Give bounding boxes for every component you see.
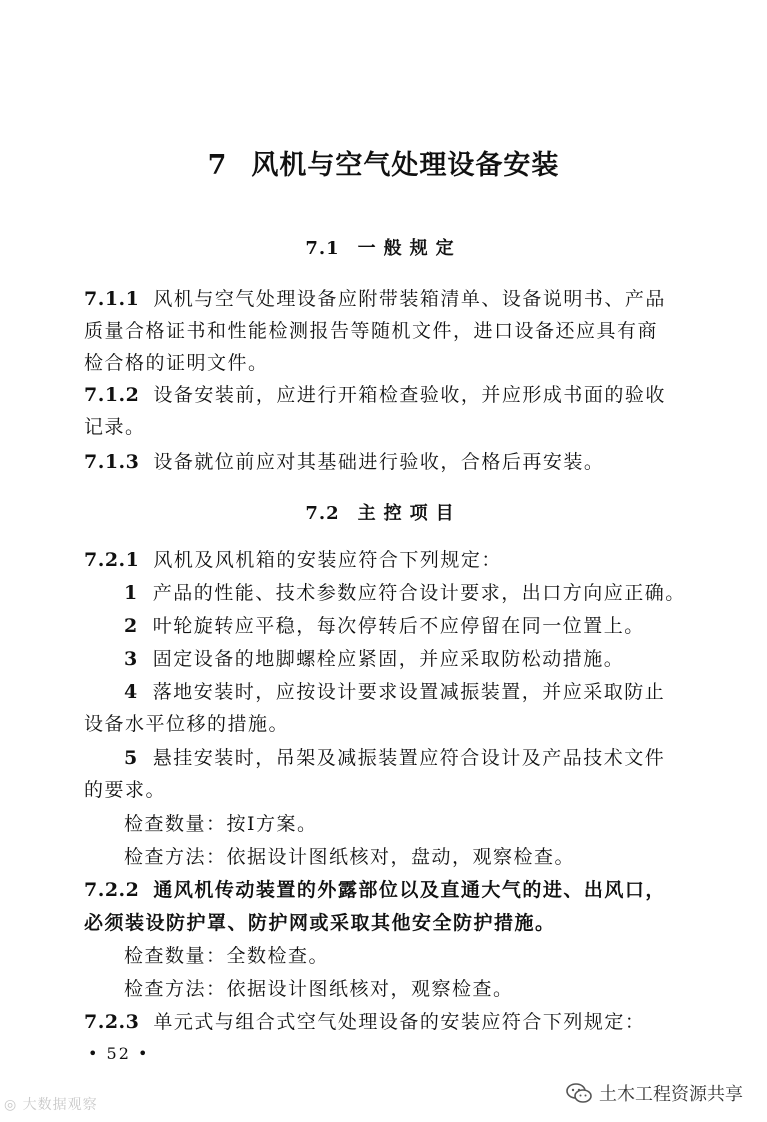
clause-number: 7.2.1 xyxy=(84,549,140,571)
inspection-quantity xyxy=(124,943,734,969)
line-text: 风机与空气处理设备应附带装箱清单、设备说明书、产品 xyxy=(153,288,666,310)
line-text: 质量合格证书和性能检测报告等随机文件，进口设备还应具有商 xyxy=(84,320,659,342)
clause-line xyxy=(84,286,694,312)
item-number: 4 xyxy=(124,681,139,703)
watermark-right-text: 土木工程资源共享 xyxy=(599,1084,743,1105)
line-text: 通风机传动装置的外露部位以及直通大气的进、出风口， xyxy=(153,879,666,901)
clause-number: 7.1.2 xyxy=(84,384,140,406)
clause-line xyxy=(84,547,694,573)
list-item xyxy=(124,580,734,606)
list-item xyxy=(124,613,734,639)
list-item xyxy=(124,646,734,672)
section-title: 一般规定 xyxy=(357,238,462,259)
watermark-left xyxy=(4,1094,98,1114)
clause-line xyxy=(84,1009,694,1035)
line-text: 检查数量：按Ⅰ方案。 xyxy=(124,813,318,835)
line-text: 设备安装前，应进行开箱检查验收，并应形成书面的验收 xyxy=(153,384,666,406)
line-text: 必须装设防护罩、防护网或采取其他安全防护措施。 xyxy=(84,912,556,934)
line-text: 设备就位前应对其基础进行验收，合格后再安装。 xyxy=(153,451,605,473)
line-text: 设备水平位移的措施。 xyxy=(84,713,290,735)
list-item xyxy=(124,745,734,771)
paragraph-line xyxy=(84,318,694,344)
line-text: 产品的性能、技术参数应符合设计要求，出口方向应正确。 xyxy=(152,582,686,604)
line-text: 的要求。 xyxy=(84,779,167,801)
paragraph-line xyxy=(84,350,694,376)
line-text: 检合格的证明文件。 xyxy=(84,352,269,374)
chapter-number: 7 xyxy=(207,150,228,181)
line-text: 固定设备的地脚螺栓应紧固，并应采取防松动措施。 xyxy=(152,648,625,670)
list-item xyxy=(124,679,734,705)
wechat-icon xyxy=(565,1082,593,1104)
line-text: 叶轮旋转应平稳，每次停转后不应停留在同一位置上。 xyxy=(152,615,645,637)
weibo-icon: ◎ xyxy=(4,1097,18,1113)
clause-number: 7.2.2 xyxy=(84,879,140,901)
line-text: 落地安装时，应按设计要求设置减振装置，并应采取防止 xyxy=(152,681,666,703)
paragraph-line xyxy=(84,711,694,737)
page-number: • 52 • xyxy=(88,1044,150,1063)
inspection-method xyxy=(124,844,734,870)
item-number: 3 xyxy=(124,648,139,670)
item-number: 1 xyxy=(124,582,139,604)
line-text: 单元式与组合式空气处理设备的安装应符合下列规定： xyxy=(153,1011,646,1033)
paragraph-line xyxy=(84,910,694,936)
section-number: 7.1 xyxy=(305,238,340,259)
paragraph-line xyxy=(84,414,694,440)
section-heading-7-2 xyxy=(0,499,767,525)
chapter-heading xyxy=(0,143,767,182)
clause-number: 7.1.1 xyxy=(84,288,140,310)
inspection-method xyxy=(124,976,734,1002)
chapter-title: 风机与空气处理设备安装 xyxy=(251,150,560,181)
section-title: 主控项目 xyxy=(357,503,462,524)
line-text: 检查方法：依据设计图纸核对，观察检查。 xyxy=(124,978,514,1000)
inspection-quantity xyxy=(124,811,734,837)
section-number: 7.2 xyxy=(305,503,340,524)
line-text: 检查数量：全数检查。 xyxy=(124,945,330,967)
line-text: 检查方法：依据设计图纸核对，盘动，观察检查。 xyxy=(124,846,576,868)
clause-line xyxy=(84,382,694,408)
watermark-left-text: 大数据观察 xyxy=(22,1097,98,1113)
clause-line xyxy=(84,449,694,475)
paragraph-line xyxy=(84,777,694,803)
watermark-right xyxy=(565,1080,743,1106)
line-text: 记录。 xyxy=(84,416,146,438)
line-text: 风机及风机箱的安装应符合下列规定： xyxy=(153,549,502,571)
item-number: 5 xyxy=(124,747,139,769)
item-number: 2 xyxy=(124,615,139,637)
line-text: 悬挂安装时，吊架及减振装置应符合设计及产品技术文件 xyxy=(152,747,666,769)
clause-line xyxy=(84,877,694,903)
clause-number: 7.1.3 xyxy=(84,451,140,473)
clause-number: 7.2.3 xyxy=(84,1011,140,1033)
section-heading-7-1 xyxy=(0,234,767,260)
